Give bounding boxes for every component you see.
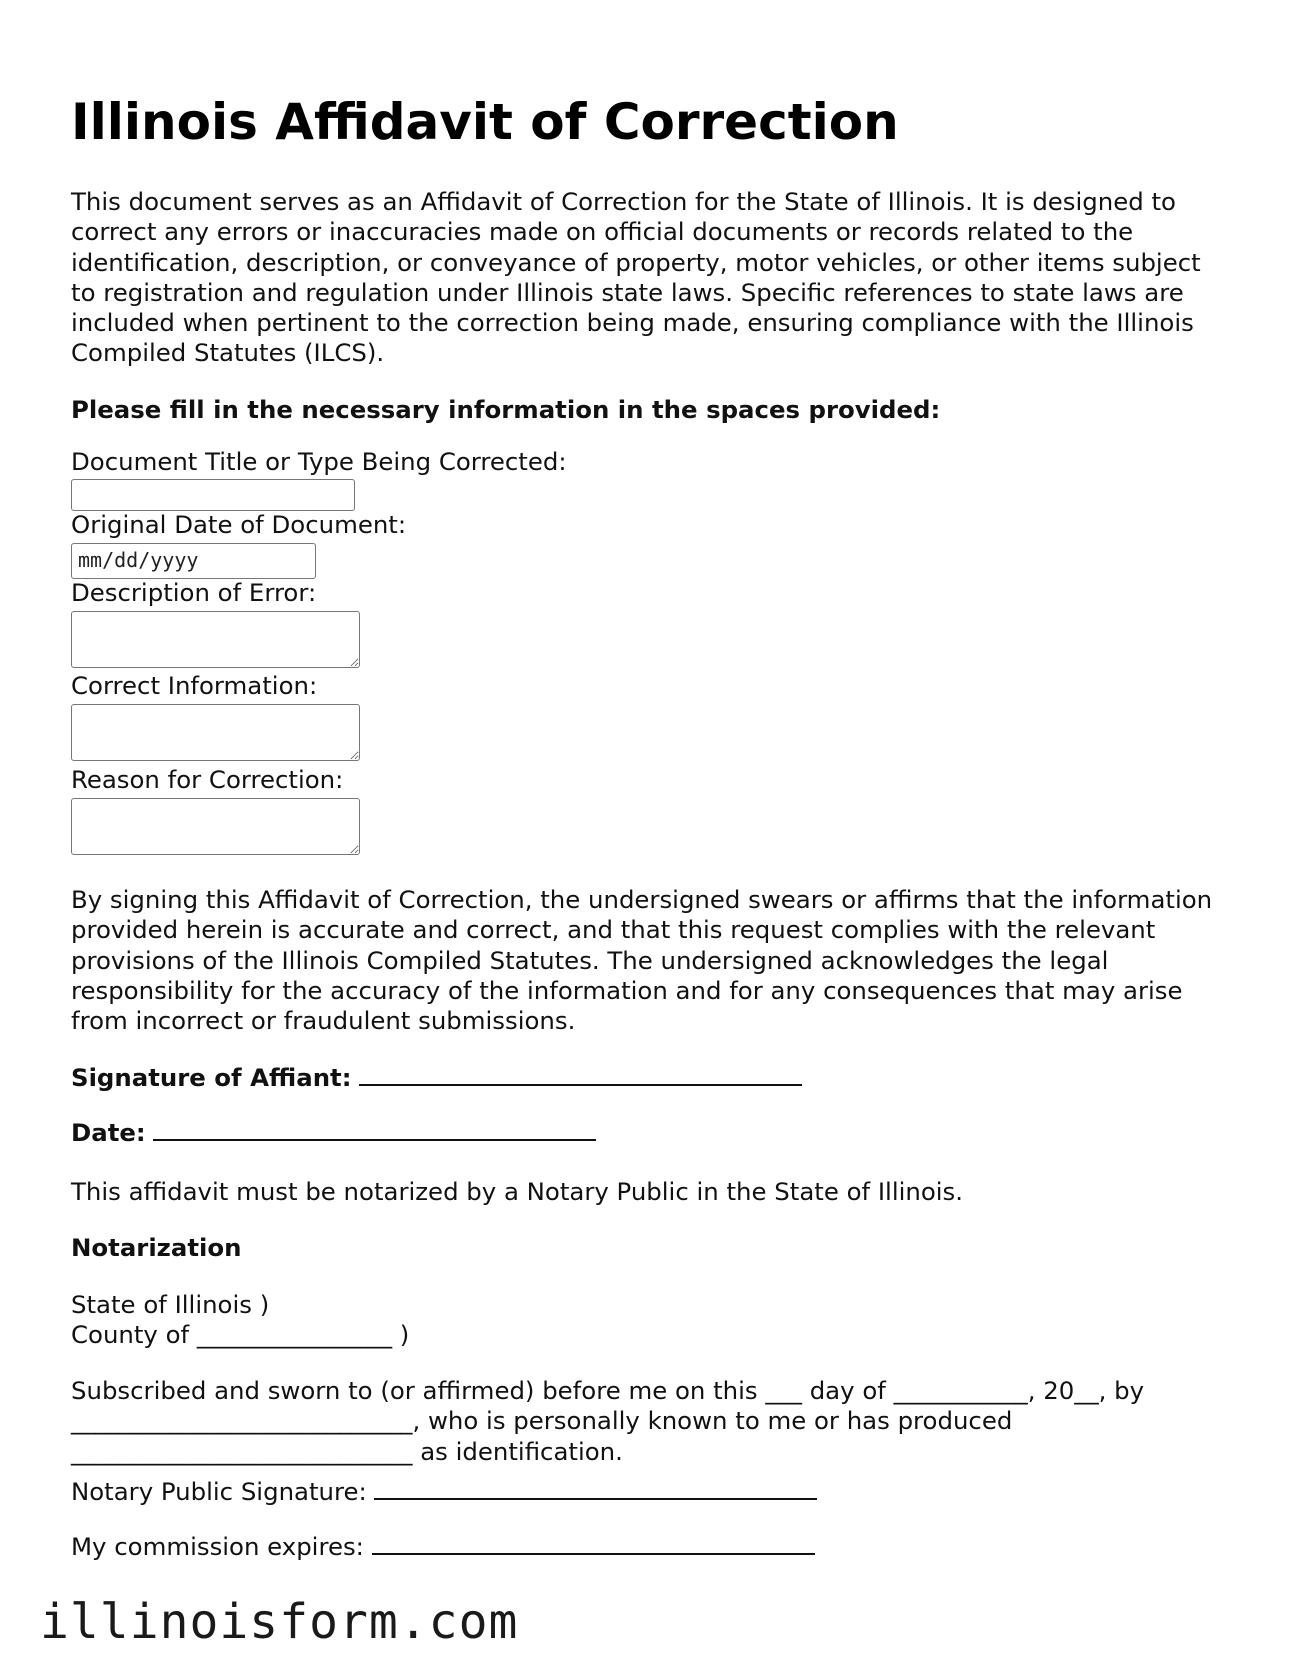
county-suffix: ) — [399, 1320, 410, 1349]
affiant-date-blank — [153, 1117, 596, 1141]
notarization-heading: Notarization — [71, 1233, 242, 1262]
affiant-date-line — [71, 1117, 596, 1148]
notary-signature-blank — [374, 1476, 817, 1500]
affiant-signature-label: Signature of Affiant: — [71, 1063, 352, 1092]
original-date-input[interactable]: mm/dd/yyyy — [71, 543, 316, 579]
county-prefix: County of — [71, 1320, 190, 1349]
attestation-paragraph: By signing this Affidavit of Correction, the undersigned swears or affirms that the information provided herein is accurate and correct, and that this request complies with the relevant provisions of the Illinois Compiled Statutes. The undersigned acknowledges the legal responsibility for the accuracy of the information and for any consequences that may arise from incorrect or fraudulent submissions. — [71, 885, 1213, 1036]
document-title-input[interactable] — [71, 479, 355, 511]
sworn-statement — [71, 1376, 1231, 1467]
notary-notice: This affidavit must be notarized by a Notary Public in the State of Illinois. — [71, 1177, 963, 1206]
correct-info-label: Correct Information: — [71, 671, 318, 700]
page-title: Illinois Affidavit of Correction — [71, 93, 899, 151]
commission-expires-line — [71, 1531, 815, 1562]
affiant-signature-line — [71, 1062, 802, 1093]
form-instructions: Please fill in the necessary information in the spaces provided: — [71, 395, 941, 424]
affiant-date-label: Date: — [71, 1118, 146, 1147]
description-label: Description of Error: — [71, 578, 317, 607]
sworn-line-3: ____________________________ as identification. — [71, 1436, 623, 1466]
reason-textarea[interactable] — [71, 798, 360, 855]
document-title-label: Document Title or Type Being Corrected: — [71, 447, 567, 476]
notary-signature-label: Notary Public Signature: — [71, 1477, 367, 1506]
county-blank: ________________ — [196, 1320, 393, 1349]
commission-expires-blank — [372, 1531, 815, 1555]
intro-paragraph: This document serves as an Affidavit of Correction for the State of Illinois. It is designed to correct any errors or inaccuracies made on official documents or records related to the identification, description, or conveyance of property, motor vehicles, or other items subject to registration and regulation under Illinois state laws. Specific references to state laws are included when pertinent to the correction being made, ensuring compliance with the Illinois Compiled Statutes (ILCS). — [71, 187, 1201, 368]
state-of-illinois-line: State of Illinois ) — [71, 1290, 270, 1319]
correct-info-textarea[interactable] — [71, 704, 360, 761]
commission-expires-label: My commission expires: — [71, 1532, 364, 1561]
description-textarea[interactable] — [71, 611, 360, 668]
notary-signature-line — [71, 1476, 817, 1507]
county-line — [71, 1320, 1231, 1350]
reason-label: Reason for Correction: — [71, 765, 344, 794]
site-watermark: illinoisform.com — [40, 1594, 519, 1650]
original-date-label: Original Date of Document: — [71, 510, 407, 539]
sworn-line-1: Subscribed and sworn to (or affirmed) before me on this ___ day of ___________, 20__, by — [71, 1376, 1145, 1405]
sworn-line-2: ____________________________, who is personally known to me or has produced — [71, 1406, 1013, 1436]
affiant-signature-blank — [359, 1062, 802, 1086]
